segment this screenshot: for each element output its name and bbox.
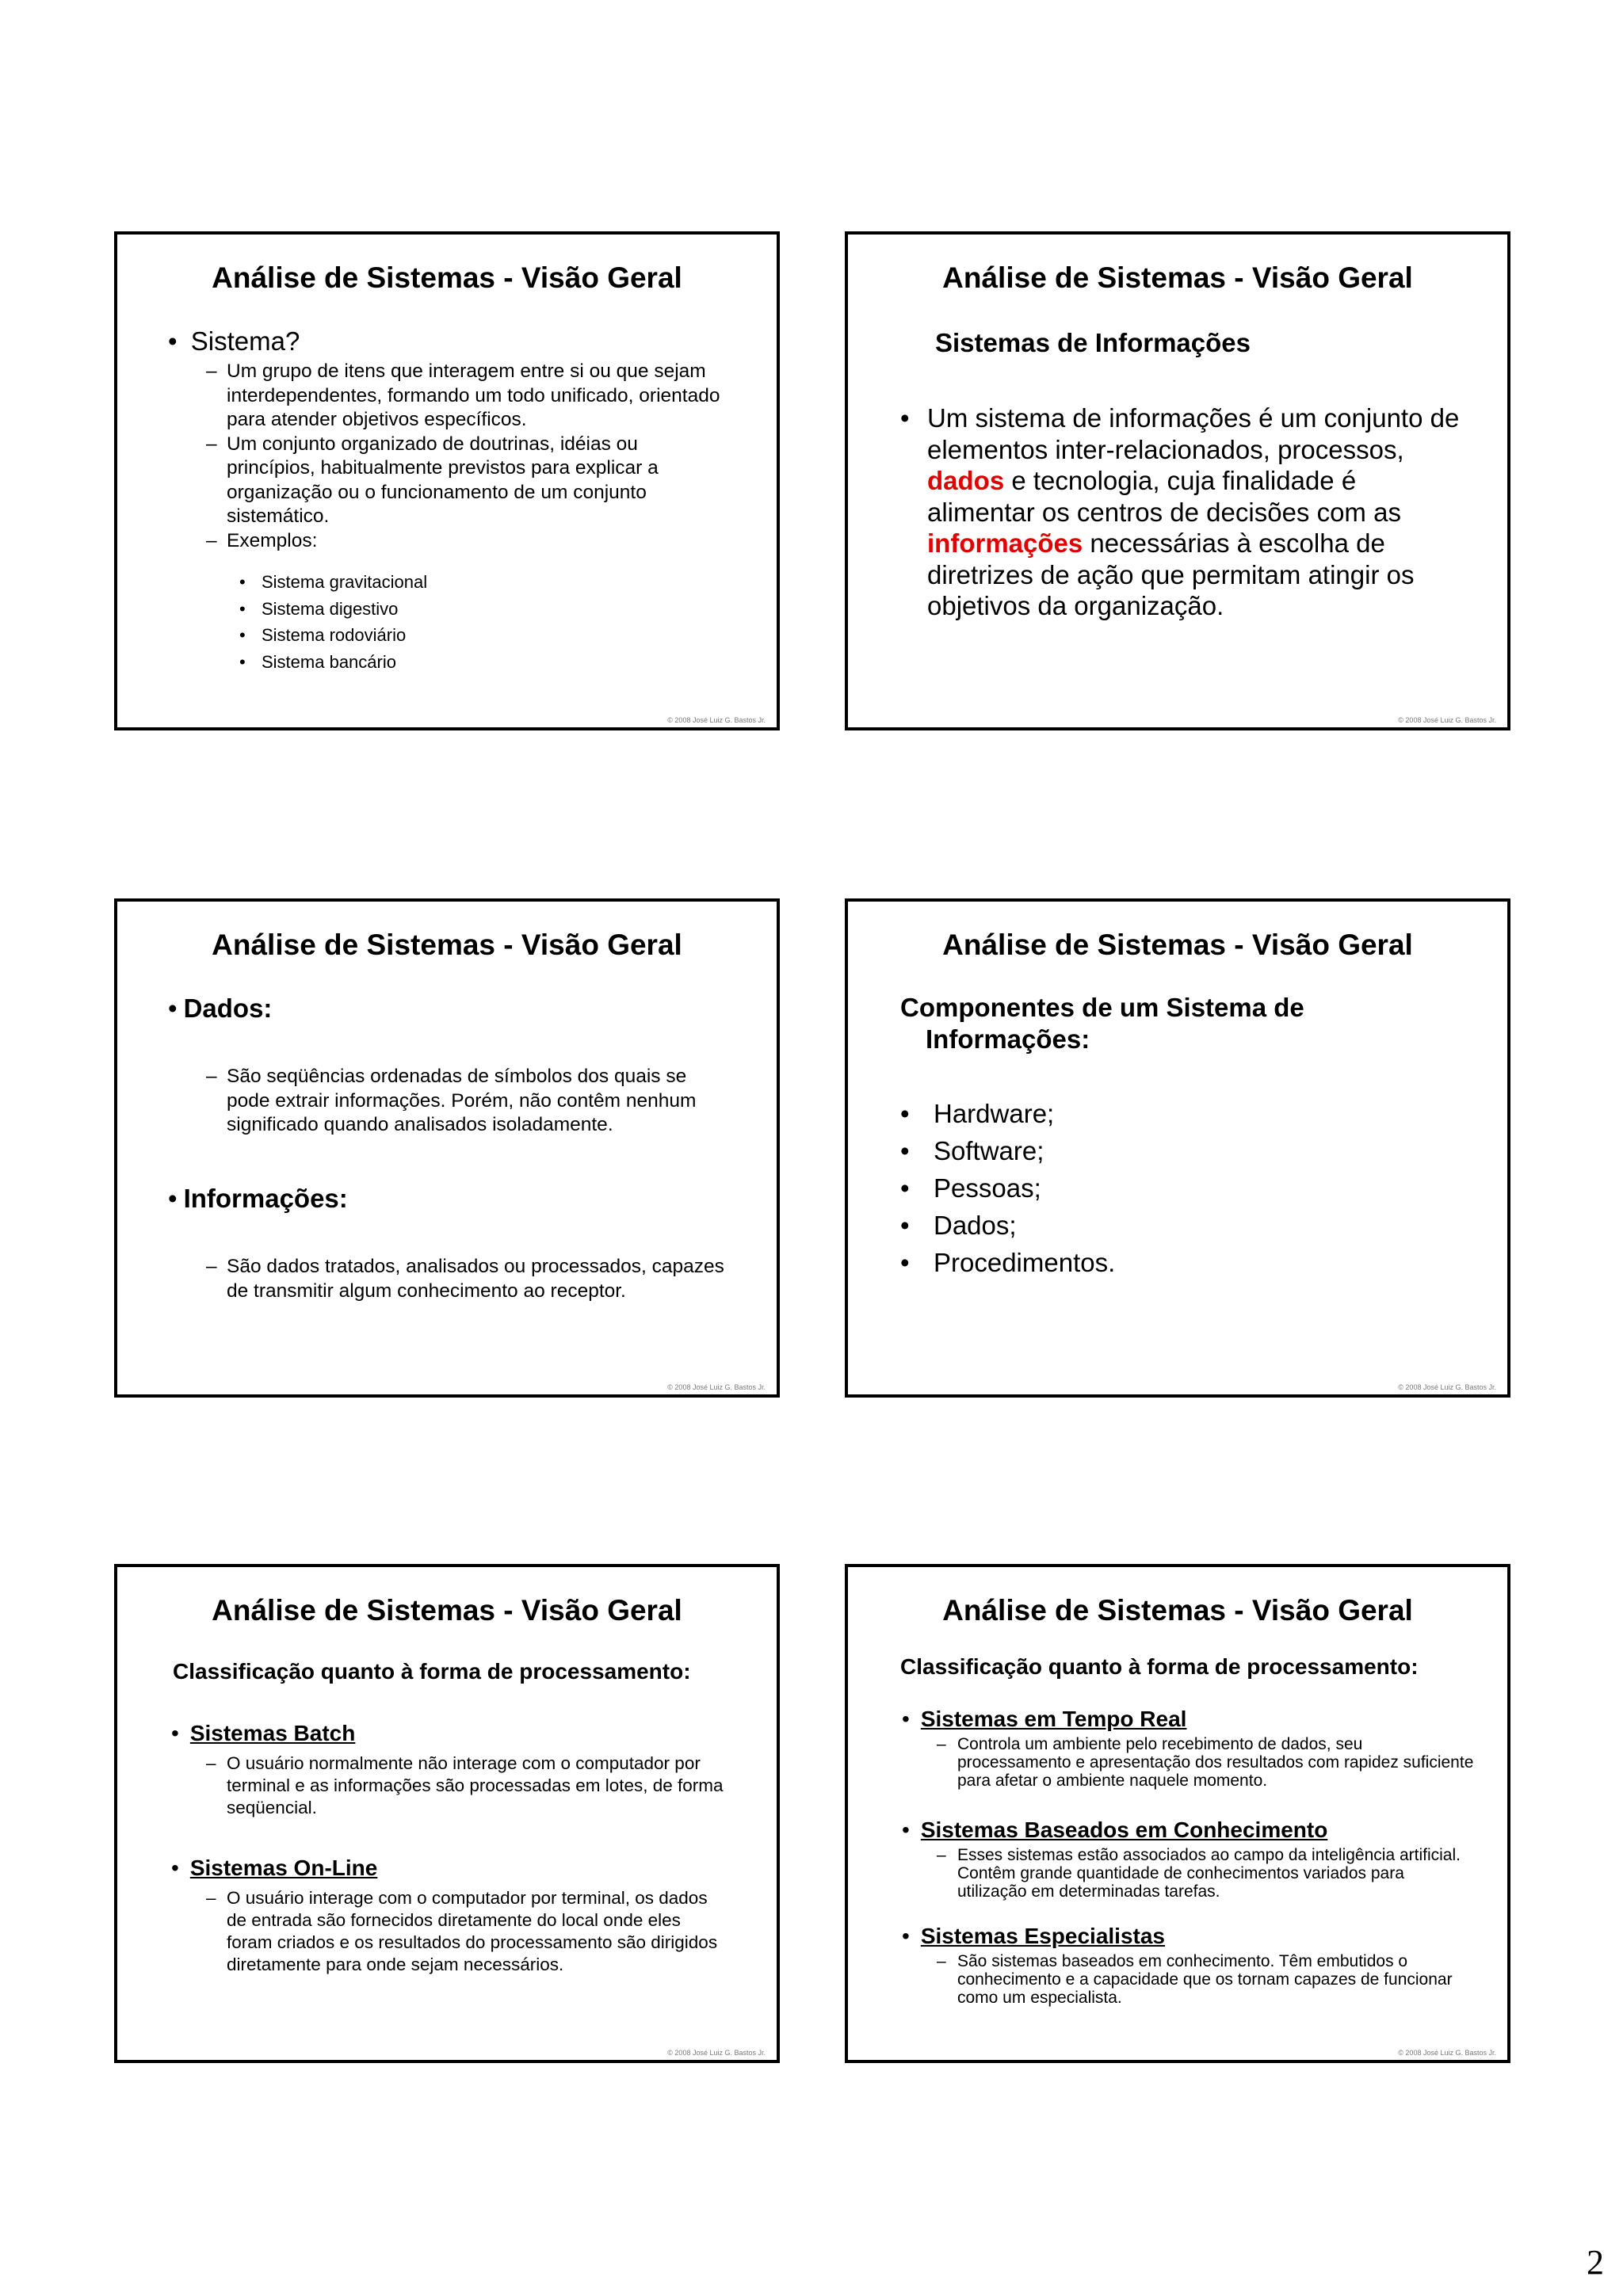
dash-text: O usuário normalmente não interage com o computador por terminal e as informações são processadas em lotes, de forma seqüencial. [227, 1753, 724, 1817]
example-item: • Sistema gravitacional [239, 572, 428, 592]
slide-3 [114, 898, 780, 1398]
slide-2 [845, 231, 1510, 730]
dash-item: – São seqüências ordenadas de símbolos dos quais se pode extrair informações. Porém, não contêm nenhum significado quando analisados isoladamente. [206, 1066, 697, 1135]
dash-text: São dados tratados, analisados ou processados, capazes de transmitir algum conhecimento ao receptor. [227, 1256, 724, 1302]
example-item: • Sistema rodoviário [239, 625, 407, 645]
dash-item: – Esses sistemas estão associados ao campo da inteligência artificial. Contêm grande quantidade de conhecimentos variados para utilização em determinadas tarefas. [937, 1846, 1461, 1901]
slide-4 [845, 898, 1510, 1398]
slide-title: Análise de Sistemas - Visão Geral [212, 261, 682, 294]
page-number: 2 [1587, 2243, 1604, 2282]
slide-title: Análise de Sistemas - Visão Geral [942, 1594, 1413, 1627]
dash-text: São seqüências ordenadas de símbolos dos quais se pode extrair informações. Porém, não contêm nenhum significado quando analisados isoladamente. [227, 1066, 697, 1135]
copyright: © 2008 José Luiz G. Bastos Jr. [1398, 716, 1496, 724]
dash-text: São sistemas baseados em conhecimento. Têm embutidos o conhecimento e a capacidade que os tornam capazes de funcionar como um especialista. [957, 1952, 1453, 2007]
copyright: © 2008 José Luiz G. Bastos Jr. [667, 2049, 766, 2057]
definition-list [206, 360, 729, 553]
dash-item: – Um conjunto organizado de doutrinas, idéias ou princípios, habitualmente previstos para explicar a organização ou o funcionamento de um conjunto sistemático. [206, 433, 659, 527]
dash-text: Exemplos: [227, 529, 318, 551]
bullet-sistema [168, 326, 300, 357]
highlight-informacoes: informações [927, 528, 1083, 558]
slide-6 [845, 1564, 1510, 2063]
bullet-informacoes: • Informações: [168, 1184, 348, 1213]
slide-title: Análise de Sistemas - Visão Geral [212, 1594, 682, 1627]
slide-title: Análise de Sistemas - Visão Geral [942, 261, 1413, 294]
list-item: • Software; [900, 1136, 1044, 1165]
examples-list [239, 569, 427, 675]
components-heading: Componentes de um Sistema de Informações: [900, 993, 1304, 1054]
classification-heading: Classificação quanto à forma de processamento: [173, 1659, 691, 1684]
bullet-especialistas: • Sistemas Especialistas [902, 1924, 1166, 1948]
slide-1 [114, 231, 780, 730]
dash-item: – Controla um ambiente pelo recebimento de dados, seu processamento e apresentação dos resultados com rapidez suficiente para afetar o ambiente naquele momento. [937, 1735, 1474, 1790]
dash-item: – Exemplos: [206, 529, 318, 551]
bullet-dados: • Dados: [168, 994, 273, 1023]
classification-heading: Classificação quanto à forma de processamento: [900, 1654, 1419, 1679]
copyright: © 2008 José Luiz G. Bastos Jr. [1398, 1383, 1496, 1391]
definition-paragraph [900, 402, 1471, 622]
list-item: • Procedimentos. [900, 1248, 1116, 1277]
dash-text: Um conjunto organizado de doutrinas, idéias ou princípios, habitualmente previstos para explicar a organização ou o funcionamento de um conjunto sistemático. [227, 433, 659, 527]
components-list [900, 1095, 1115, 1281]
example-item: • Sistema bancário [239, 651, 396, 672]
copyright: © 2008 José Luiz G. Bastos Jr. [1398, 2049, 1496, 2057]
dash-item: – O usuário interage com o computador por terminal, os dados de entrada são fornecidos diretamente do local onde eles foram criados e os resultados do processamento são dirigidos diretamente para onde sejam necessários. [206, 1888, 718, 1974]
dash-item: – Um grupo de itens que interagem entre si ou que sejam interdependentes, formando um todo unificado, orientado para atender objetivos específicos. [206, 360, 720, 430]
bullet-batch: • Sistemas Batch [171, 1721, 356, 1745]
bullet-marker: • [168, 326, 178, 356]
list-item: • Pessoas; [900, 1173, 1041, 1203]
bullet-item: • Um sistema de informações é um conjunto de elementos inter-relacionados, processos, dados e tecnologia, cuja finalidade é alimentar os centros de decisões com as informações necessárias à escolha de diretrizes de ação que permitam atingir os objetivos da organização. [900, 403, 1460, 620]
slide-subtitle: Sistemas de Informações [935, 328, 1251, 357]
copyright: © 2008 José Luiz G. Bastos Jr. [667, 716, 766, 724]
highlight-dados: dados [927, 466, 1005, 495]
dash-text: Esses sistemas estão associados ao campo da inteligência artificial. Contêm grande quantidade de conhecimentos variados para utilização em determinadas tarefas. [957, 1846, 1461, 1901]
list-item: • Dados; [900, 1211, 1017, 1240]
bullet-tempo-real: • Sistemas em Tempo Real [902, 1707, 1187, 1731]
slide-title: Análise de Sistemas - Visão Geral [212, 929, 682, 961]
dash-text: Um grupo de itens que interagem entre si ou que sejam interdependentes, formando um todo unificado, orientado para atender objetivos específicos. [227, 360, 720, 430]
example-item: • Sistema digestivo [239, 598, 399, 619]
bullet-conhecimento: • Sistemas Baseados em Conhecimento [902, 1817, 1328, 1842]
dash-item: – São sistemas baseados em conhecimento. Têm embutidos o conhecimento e a capacidade que os tornam capazes de funcionar como um especialista. [937, 1952, 1453, 2007]
slide-5 [114, 1564, 780, 2063]
dash-text: O usuário interage com o computador por terminal, os dados de entrada são fornecidos diretamente do local onde eles foram criados e os resultados do processamento são dirigidos diretamente para onde sejam necessários. [227, 1888, 718, 1974]
dash-item: – O usuário normalmente não interage com o computador por terminal e as informações são processadas em lotes, de forma seqüencial. [206, 1753, 724, 1817]
slide-title: Análise de Sistemas - Visão Geral [942, 929, 1413, 961]
copyright: © 2008 José Luiz G. Bastos Jr. [667, 1383, 766, 1391]
list-item: • Hardware; [900, 1099, 1055, 1128]
bullet-text: Sistema? [190, 326, 300, 356]
dash-text: Controla um ambiente pelo recebimento de dados, seu processamento e apresentação dos resultados com rapidez suficiente para afetar o ambiente naquele momento. [957, 1735, 1474, 1790]
bullet-online: • Sistemas On-Line [171, 1855, 378, 1880]
dash-item: – São dados tratados, analisados ou processados, capazes de transmitir algum conhecimento ao receptor. [206, 1256, 724, 1302]
